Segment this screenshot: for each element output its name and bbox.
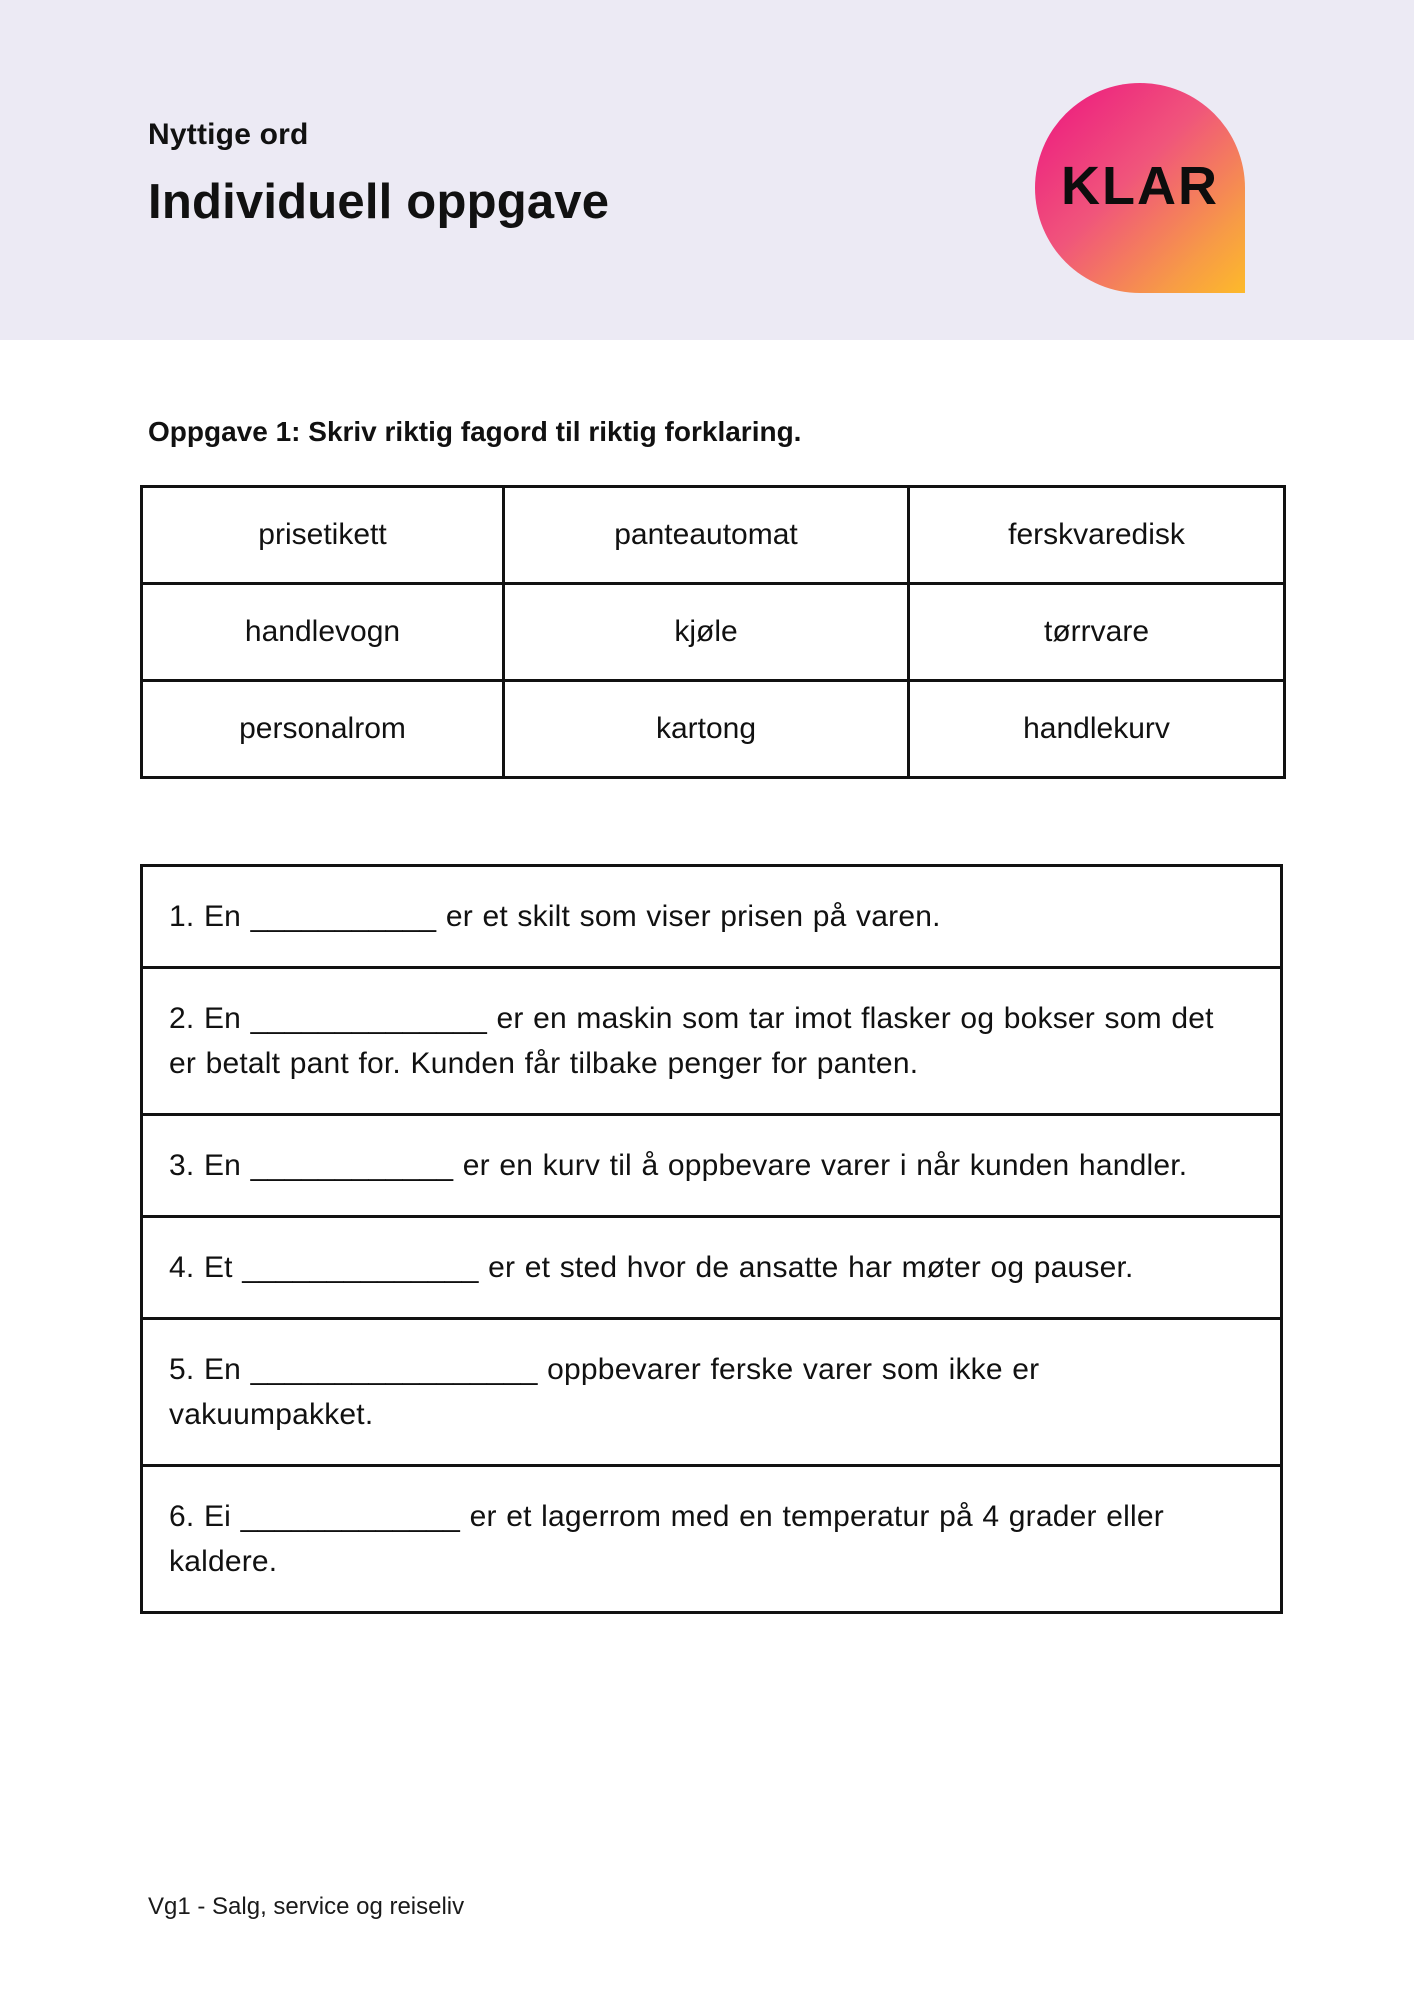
word-cell: kjøle xyxy=(504,584,909,681)
word-cell: handlekurv xyxy=(909,681,1285,778)
word-cell: personalrom xyxy=(142,681,504,778)
sentence-6: 6. Ei _____________ er et lagerrom med en temperatur på 4 grader eller kaldere. xyxy=(142,1466,1282,1613)
klar-logo-text: KLAR xyxy=(1061,156,1219,216)
word-bank-row xyxy=(142,584,1285,681)
header-text-block xyxy=(148,118,609,230)
sentence-row xyxy=(142,1115,1282,1217)
word-bank-table xyxy=(140,485,1286,779)
sentence-row xyxy=(142,1466,1282,1613)
sentence-3: 3. En ____________ er en kurv til å oppbevare varer i når kunden handler. xyxy=(142,1115,1282,1217)
task-heading: Oppgave 1: Skriv riktig fagord til riktig forklaring. xyxy=(148,416,802,447)
sentence-row xyxy=(142,968,1282,1115)
sentence-row xyxy=(142,866,1282,968)
sentence-5: 5. En _________________ oppbevarer ferske varer som ikke er vakuumpakket. xyxy=(142,1319,1282,1466)
klar-logo xyxy=(1035,83,1245,293)
sentence-row xyxy=(142,1217,1282,1319)
word-cell: tørrvare xyxy=(909,584,1285,681)
word-cell: panteautomat xyxy=(504,487,909,584)
sentence-row xyxy=(142,1319,1282,1466)
word-bank-row xyxy=(142,681,1285,778)
word-cell: handlevogn xyxy=(142,584,504,681)
word-bank-row xyxy=(142,487,1285,584)
worksheet-title: Individuell oppgave xyxy=(148,175,610,229)
footer-text: Vg1 - Salg, service og reiseliv xyxy=(148,1893,465,1920)
word-cell: prisetikett xyxy=(142,487,504,584)
word-cell: ferskvaredisk xyxy=(909,487,1285,584)
sentence-table xyxy=(140,864,1283,1614)
worksheet-content xyxy=(140,340,1283,1614)
worksheet-subtitle: Nyttige ord xyxy=(148,118,309,151)
word-cell: kartong xyxy=(504,681,909,778)
sentence-1: 1. En ___________ er et skilt som viser prisen på varen. xyxy=(142,866,1282,968)
sentence-2: 2. En ______________ er en maskin som tar imot flasker og bokser som det er betalt pant for. Kunden får tilbake penger for panten. xyxy=(142,968,1282,1115)
sentence-4: 4. Et ______________ er et sted hvor de ansatte har møter og pauser. xyxy=(142,1217,1282,1319)
header-band xyxy=(0,0,1414,340)
